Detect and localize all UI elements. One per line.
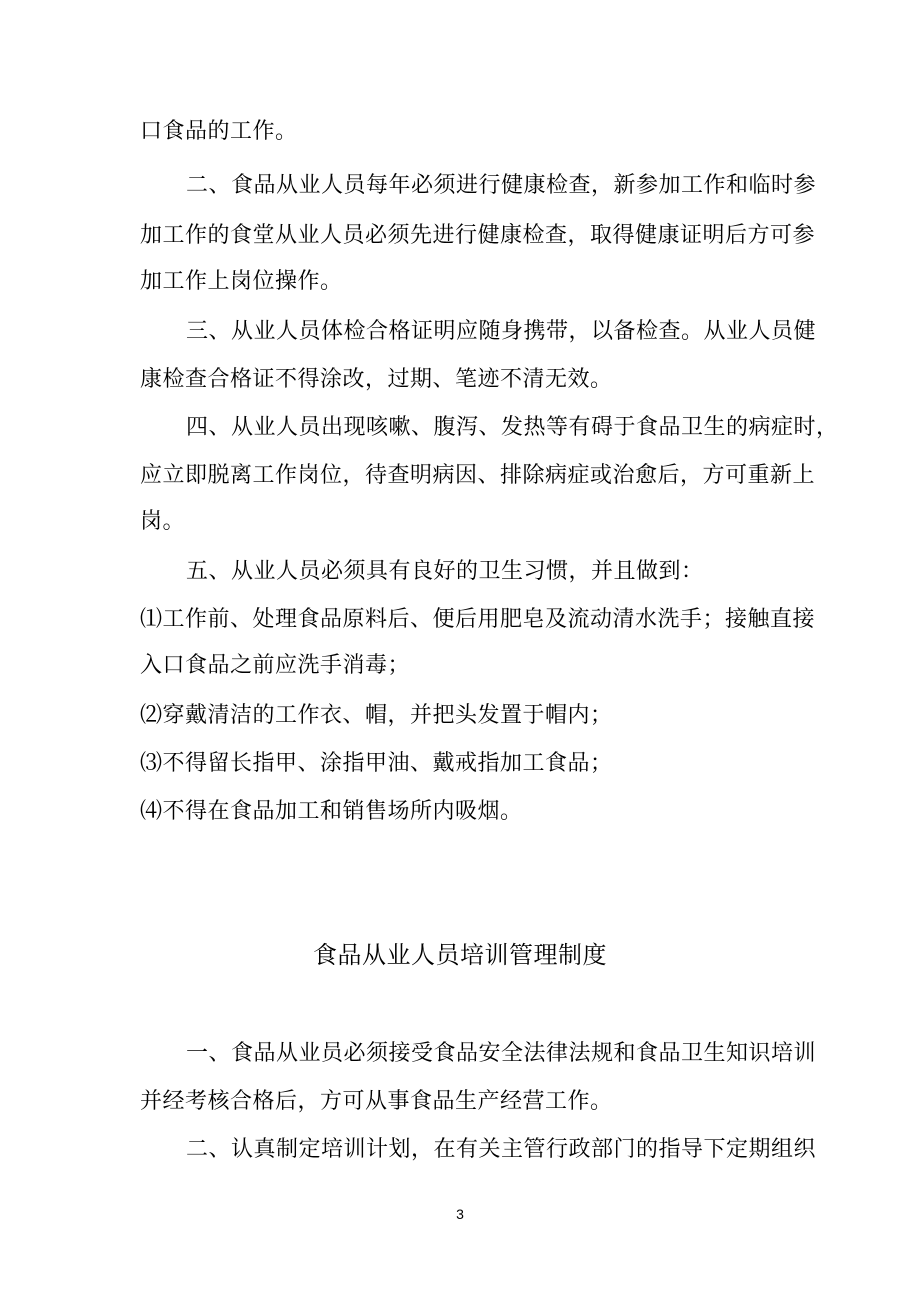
paragraph-line: 应立即脱离工作岗位，待查明病因、排除病症或治愈后，方可重新上 [140,463,816,488]
list-item-line: ⑴工作前、处理食品原料后、便后用肥皂及流动清水洗手；接触直接 [140,607,816,632]
paragraph-line: 五、从业人员必须具有良好的卫生习惯，并且做到： [186,559,704,584]
list-item-line: ⑷不得在食品加工和销售场所内吸烟。 [140,799,523,824]
page-number: 3 [456,1206,464,1222]
paragraph-line: 二、食品从业人员每年必须进行健康检查，新参加工作和临时参 [186,173,817,198]
paragraph-line: 四、从业人员出现咳嗽、腹泻、发热等有碍于食品卫生的病症时， [186,415,839,440]
list-item-line: 入口食品之前应洗手消毒； [140,653,411,678]
paragraph-line: 加工作的食堂从业人员必须先进行健康检查，取得健康证明后方可参 [140,223,816,248]
paragraph-line: 并经考核合格后，方可从事食品生产经营工作。 [140,1089,613,1114]
paragraph-line: 二、认真制定培训计划，在有关主管行政部门的指导下定期组织 [186,1137,817,1162]
paragraph-line: 一、食品从业员必须接受食品安全法律法规和食品卫生知识培训 [186,1041,817,1066]
paragraph-line: 康检查合格证不得涂改，过期、笔迹不清无效。 [140,367,613,392]
paragraph-line: 加工作上岗位操作。 [140,269,343,294]
list-item-line: ⑶不得留长指甲、涂指甲油、戴戒指加工食品； [140,751,613,776]
list-item-line: ⑵穿戴清洁的工作衣、帽，并把头发置于帽内； [140,703,613,728]
section-title: 食品从业人员培训管理制度 [313,941,607,969]
paragraph-line: 口食品的工作。 [140,119,298,144]
paragraph-line: 岗。 [140,509,186,534]
paragraph-line: 三、从业人员体检合格证明应随身携带，以备检查。从业人员健 [186,319,817,344]
